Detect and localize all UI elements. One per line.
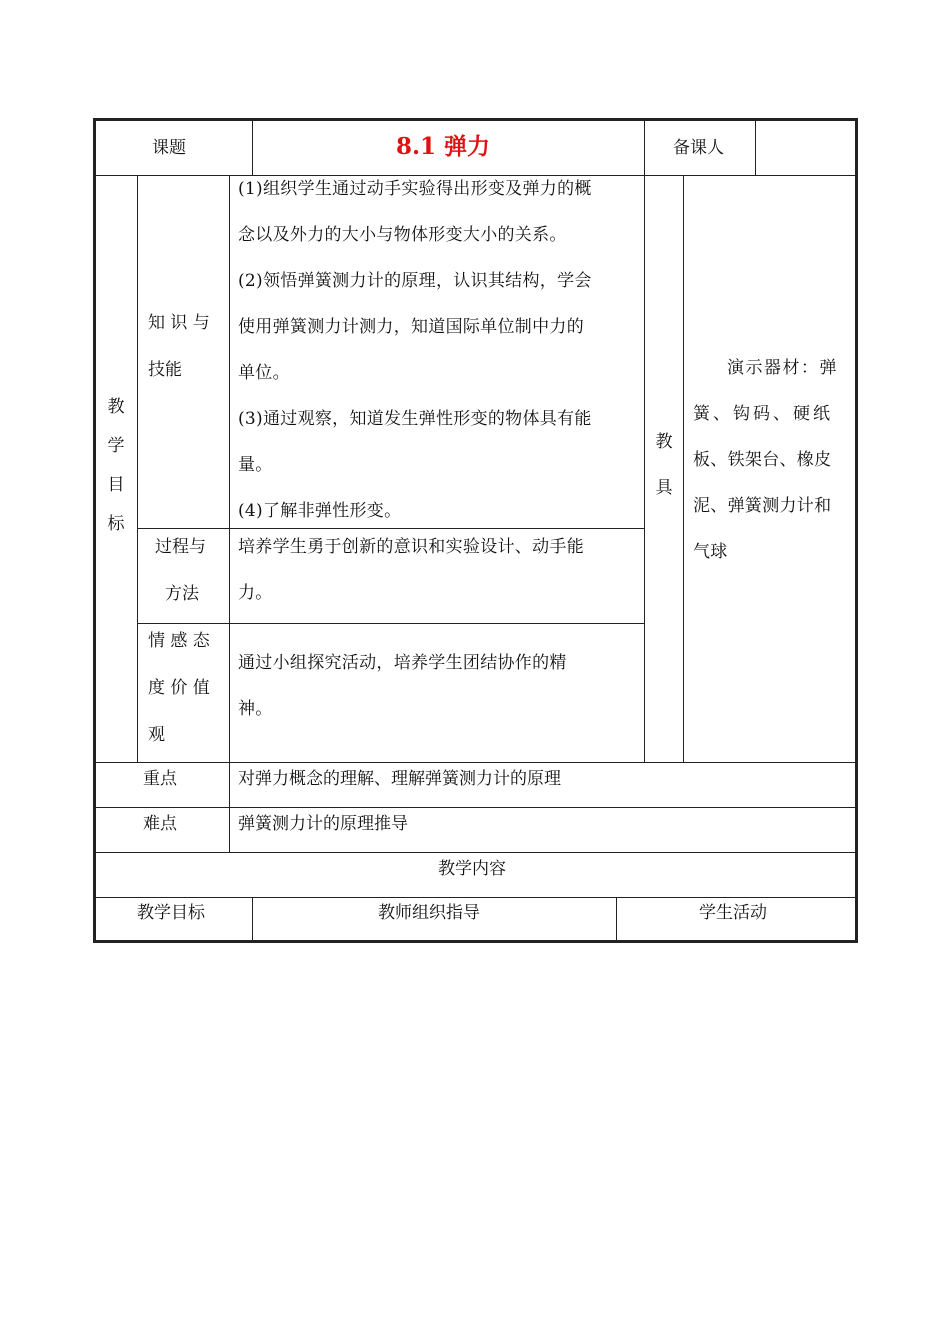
emotion-line: 通过小组探究活动，培养学生团结协作的精 xyxy=(238,653,567,673)
objectives-label-char: 目 xyxy=(107,475,125,495)
emotion-label-line: 情 感 态 xyxy=(148,631,210,651)
knowledge-line: (1)组织学生通过动手实验得出形变及弹力的概 xyxy=(238,179,592,199)
knowledge-content xyxy=(238,166,640,534)
knowledge-line: 单位。 xyxy=(238,363,290,383)
tools-line: 泥、弹簧测力计和 xyxy=(693,496,832,516)
knowledge-label-line2: 技能 xyxy=(148,360,182,380)
tools-line: 板、铁架台、橡皮 xyxy=(693,450,832,470)
topic-label: 课题 xyxy=(152,138,186,158)
lesson-title: 8.1 弹力 xyxy=(396,133,491,160)
process-label-line2: 方法 xyxy=(165,584,199,604)
knowledge-line: (3)通过观察，知道发生弹性形变的物体具有能 xyxy=(238,409,592,429)
objectives-label-char: 学 xyxy=(107,436,125,456)
column-header-student: 学生活动 xyxy=(699,903,767,923)
process-content xyxy=(238,524,640,616)
objectives-label-char: 教 xyxy=(107,397,125,417)
process-line: 培养学生勇于创新的意识和实验设计、动手能 xyxy=(238,537,584,557)
preparer-value-cell xyxy=(755,120,856,176)
knowledge-line: 量。 xyxy=(238,455,273,475)
key-point-label: 重点 xyxy=(143,769,177,789)
knowledge-line: 念以及外力的大小与物体形变大小的关系。 xyxy=(238,225,567,245)
knowledge-line: 使用弹簧测力计测力，知道国际单位制中力的 xyxy=(238,317,584,337)
difficulty-value: 弹簧测力计的原理推导 xyxy=(238,814,408,834)
emotion-label-line: 度 价 值 xyxy=(148,678,210,698)
content-heading: 教学内容 xyxy=(438,859,506,879)
tools-line: 气球 xyxy=(693,542,728,562)
tools-label-char: 具 xyxy=(655,478,673,498)
difficulty-label: 难点 xyxy=(143,814,177,834)
knowledge-line: (2)领悟弹簧测力计的原理，认识其结构，学会 xyxy=(238,271,592,291)
tools-line: 簧、钩码、硬纸 xyxy=(693,404,833,424)
emotion-content xyxy=(238,640,640,732)
tools-content xyxy=(693,345,853,575)
process-label-line1: 过程与 xyxy=(155,537,206,557)
knowledge-label-line1: 知 识 与 xyxy=(148,313,210,333)
knowledge-line: (4)了解非弹性形变。 xyxy=(238,501,402,521)
process-line: 力。 xyxy=(238,583,273,603)
tools-label-char: 教 xyxy=(655,432,673,452)
column-header-objectives: 教学目标 xyxy=(137,903,205,923)
objectives-label-char: 标 xyxy=(107,514,125,534)
key-point-value: 对弹力概念的理解、理解弹簧测力计的原理 xyxy=(238,769,561,789)
knowledge-label-cell xyxy=(137,175,230,529)
tools-line: 演示器材：弹 xyxy=(727,358,838,378)
preparer-label: 备课人 xyxy=(673,138,724,158)
emotion-line: 神。 xyxy=(238,699,273,719)
column-header-teacher: 教师组织指导 xyxy=(378,903,480,923)
emotion-label-line: 观 xyxy=(148,725,165,745)
